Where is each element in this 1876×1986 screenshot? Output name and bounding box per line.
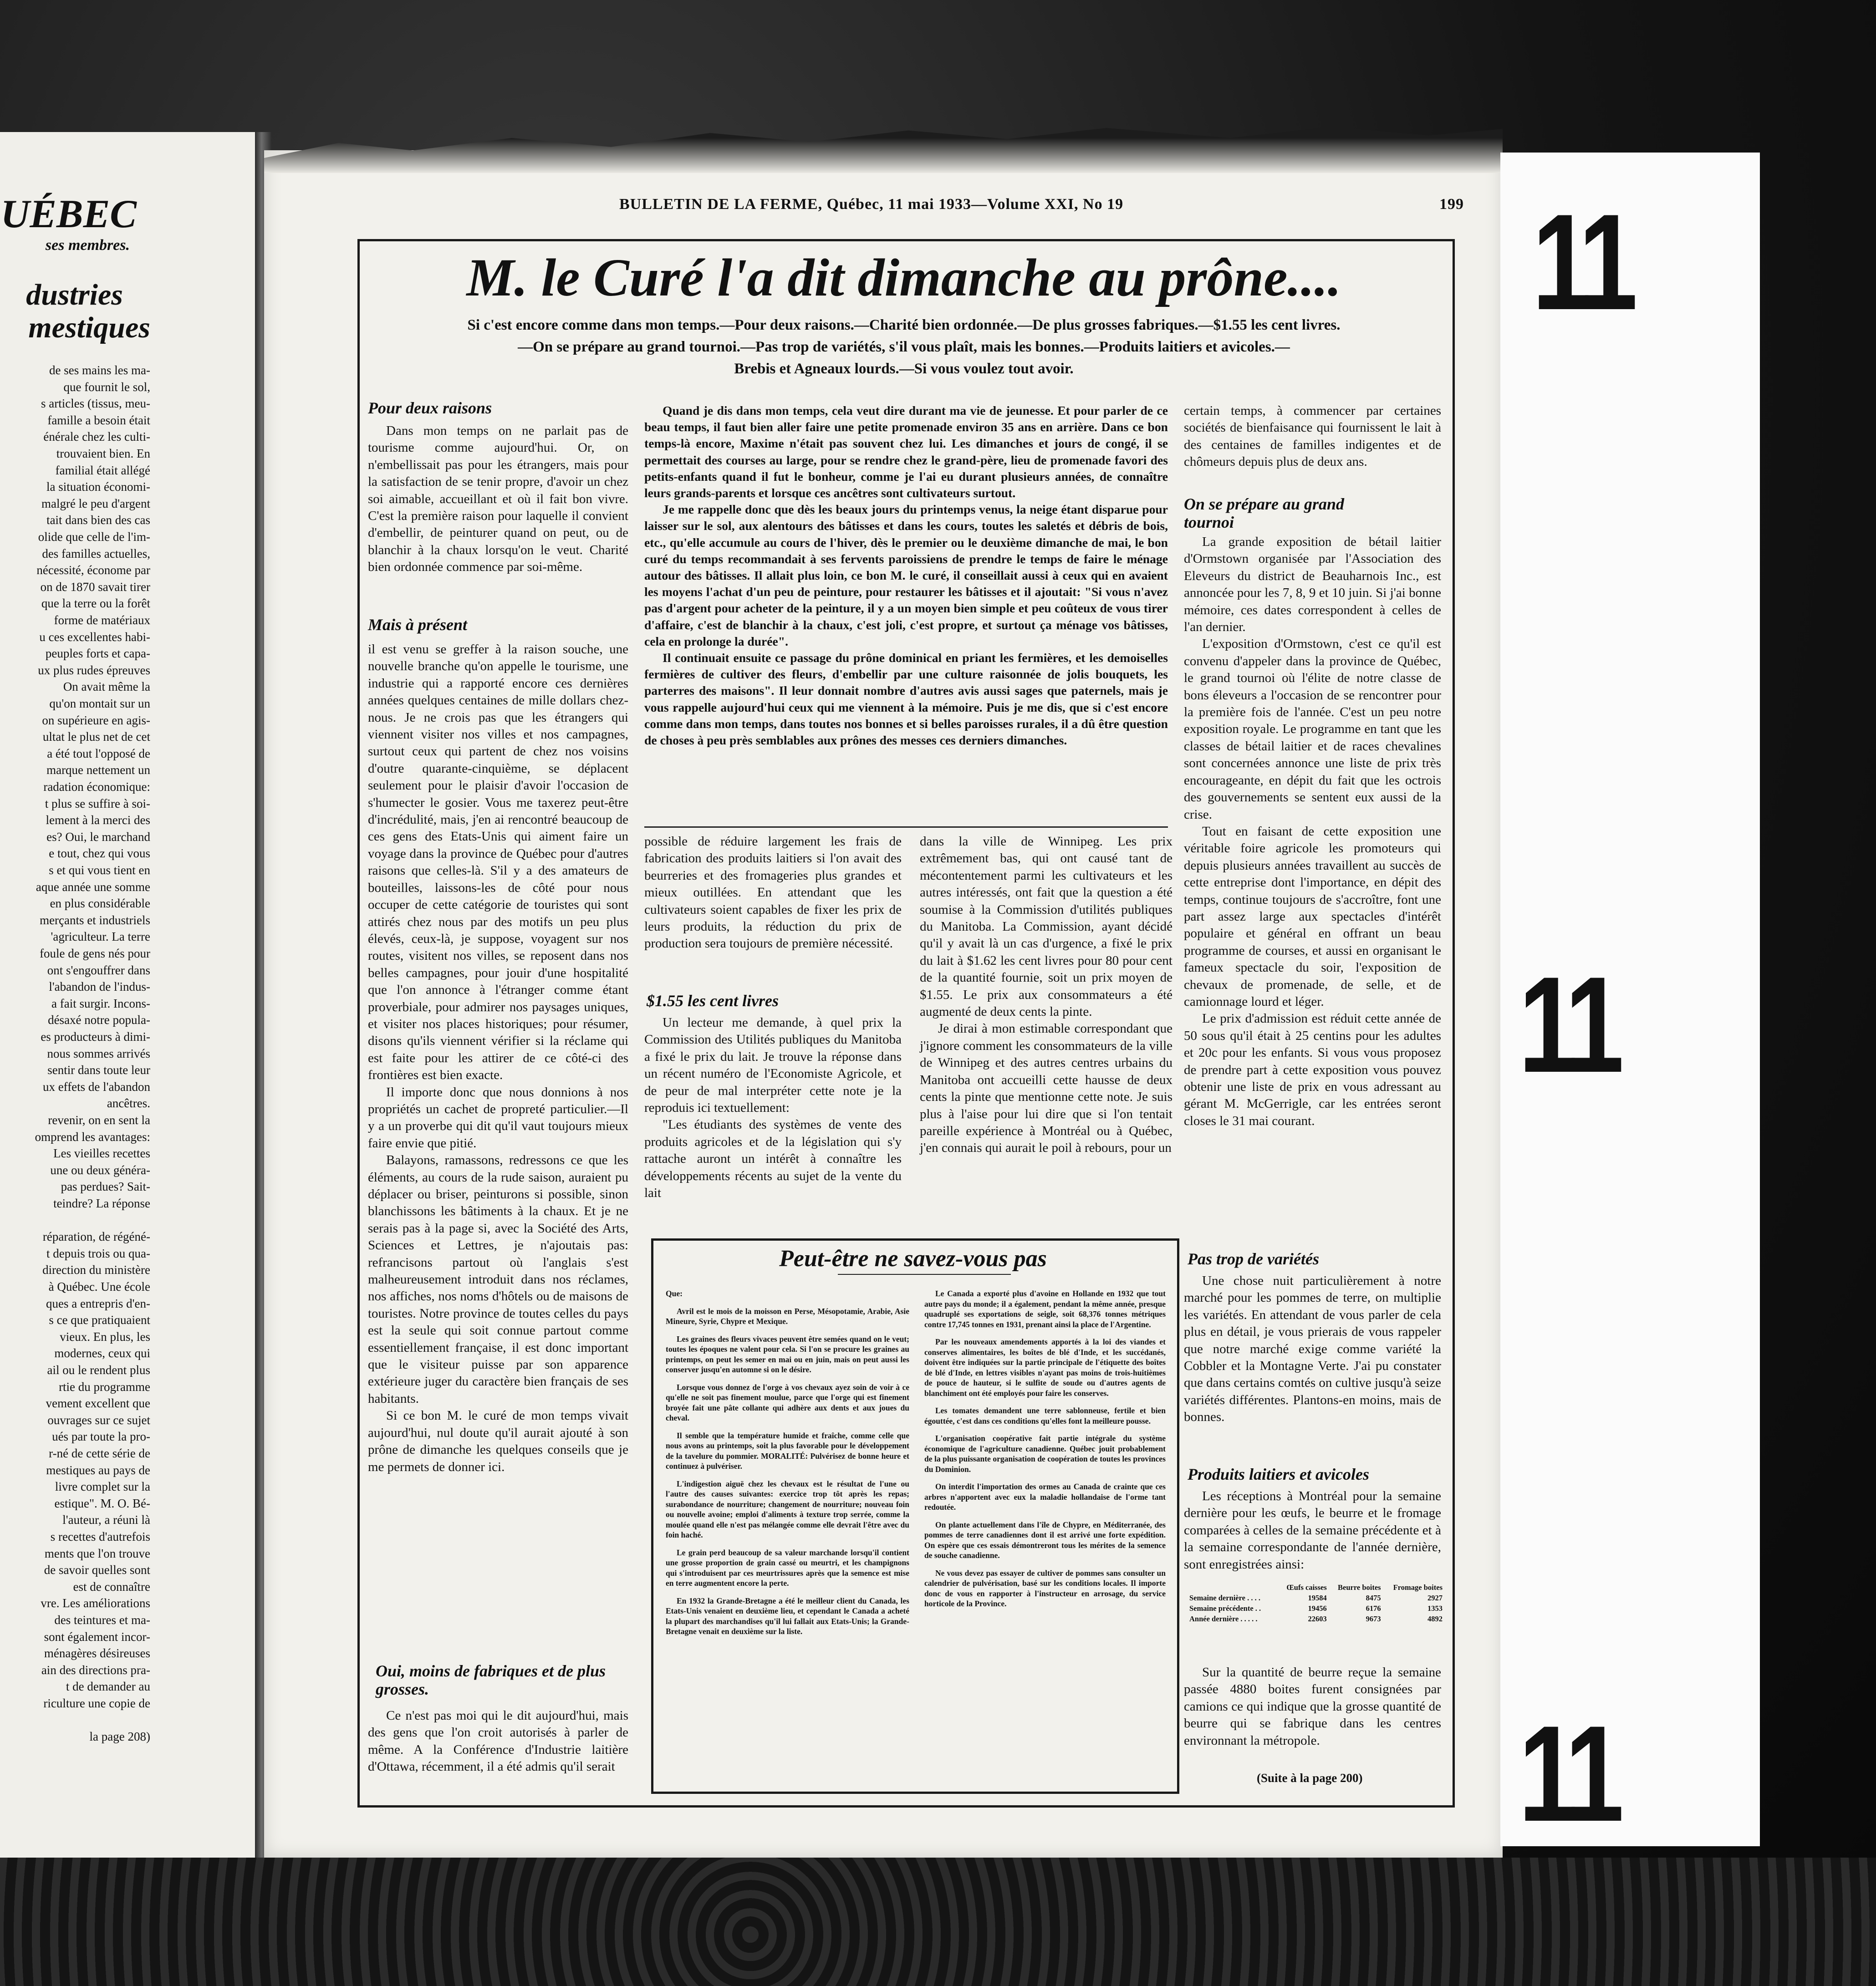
left-page-line: modernes, ceux qui bbox=[54, 1346, 150, 1360]
left-page-line: a fait surgir. Incons- bbox=[51, 996, 150, 1010]
left-page-line: riculture une copie de bbox=[43, 1696, 150, 1710]
heading-mais-a-present: Mais à présent bbox=[368, 616, 468, 634]
box-item: Par les nouveaux amendements apportés à la loi des viandes et conserves alimentaires, les boîtes de blé d'Inde, et les succédanés, doivent être indiquées sur la partie principale de l'étiquette des boîtes de blé d'Inde, en lettres visibles n'ayant pas moins de trois-huitièmes de pouce de hauteur, si le sulfite de soude ou d'autres agents de blanchiment ont été employés pour faire les conserves. bbox=[924, 1337, 1166, 1398]
col3-lower bbox=[920, 833, 1172, 1157]
left-page-line: ain des directions pra- bbox=[41, 1663, 150, 1677]
table-cell: 19456 bbox=[1308, 1604, 1327, 1613]
left-page-line: sentir dans toute leur bbox=[47, 1063, 150, 1077]
heading-pas-trop-de-varietes: Pas trop de variétés bbox=[1188, 1250, 1319, 1268]
box-item: On interdit l'importation des ormes au Canada de crainte que ces arbres n'apportent avec eux la maladie hollandaise de l'orme tant redoutée. bbox=[924, 1482, 1166, 1512]
box-item: L'organisation coopérative fait partie intégrale du système économique de l'agriculture canadienne. Québec jouit probablement de la plus puissante organisation de coopération de toutes les provinces du Dominion. bbox=[924, 1434, 1166, 1474]
col4-block-1 bbox=[1184, 402, 1441, 471]
left-page-line: ont s'engouffrer dans bbox=[47, 963, 150, 977]
left-page-line: peuples forts et capa- bbox=[45, 647, 150, 661]
table-cell: 8475 bbox=[1366, 1594, 1381, 1602]
box-title: Peut-être ne savez-vous pas bbox=[779, 1246, 1047, 1272]
left-page-line: que fournit le sol, bbox=[63, 380, 150, 394]
paragraph: Quand je dis dans mon temps, cela veut dire durant ma vie de jeunesse. Et pour parler de ce beau temps, il faut bien aller faire une petite promenade environ 35 ans en arrière. Dans ce bon temps-là encore, Maxime n'était pas souvent chez lui. Les dimanches et jours de congé, il se permettait des courses au large, pour se rendre chez le grand-père, lieu de promenade favori des petits-enfants quand il fut le bonheur, comme je l'ai eu durant plusieurs années, de connaître leurs grands-parents et lorsque ces ancêtres sont cultivateurs surtout. bbox=[644, 403, 1168, 500]
box-item: Le Canada a exporté plus d'avoine en Hollande en 1932 que tout autre pays du monde; il a également, pendant la même année, presque quadruplé ses exportations de seigle, soit 68,376 tonnes métriques contre 17,745 tonnes en 1931, prenant ainsi la place de l'Argentine. bbox=[924, 1289, 1166, 1329]
left-page-line: aque année une somme bbox=[36, 880, 150, 894]
box-item: Ne vous devez pas essayer de cultiver de pommes sans consulter un calendrier de pulvérisation, basé sur les conditions locales. Il importe donc de vous en rapporter à l'instructeur en arrosage, du service horticole de la Province. bbox=[924, 1568, 1166, 1608]
col4-block-4 bbox=[1184, 1488, 1441, 1573]
left-section-line-2: mestiques bbox=[28, 311, 150, 344]
table-cell: Année dernière . . . . . bbox=[1189, 1614, 1258, 1623]
left-page-line: la situation économi- bbox=[46, 480, 150, 494]
col2-intro-bold bbox=[644, 402, 1168, 749]
left-page-line: ments que l'on trouve bbox=[44, 1546, 150, 1560]
left-page-line: réparation, de régéné- bbox=[42, 1230, 150, 1244]
box-title-rule bbox=[838, 1274, 1011, 1275]
table-cell: 2927 bbox=[1427, 1594, 1443, 1602]
table-row bbox=[1188, 1614, 1443, 1624]
paragraph: Si ce bon M. le curé de mon temps vivait aujourd'hui, nul doute qu'il aurait ajouté à son prône de dimanche les quelques conseils que je me permets de donner ici. bbox=[368, 1408, 628, 1474]
left-page-line: t de demander au bbox=[66, 1680, 150, 1694]
left-page-line: On avait même la bbox=[63, 680, 150, 694]
page-number: 199 bbox=[1439, 196, 1464, 213]
article-title: M. le Curé l'a dit dimanche au prône.... bbox=[466, 248, 1341, 307]
left-page-line: a été tout l'opposé de bbox=[47, 746, 150, 760]
paragraph: "Les étudiants des systèmes de vente des produits agricoles et de la législation qui s'y rattache auront un intérêt à connaître les développements récents au sujet de la vente du lait bbox=[644, 1117, 902, 1201]
divider-rule bbox=[644, 826, 1168, 828]
box-left-column bbox=[666, 1288, 909, 1644]
left-page-line: estique". M. O. Bé- bbox=[54, 1496, 150, 1510]
table-header: Fromage boites bbox=[1393, 1583, 1443, 1592]
box-item: On plante actuellement dans l'île de Chypre, en Méditerranée, des pommes de terre canadiennes dont il est arrivé une forte expédition. On espère que ces essais démontreront tous les mérites de la semence de souche canadienne. bbox=[924, 1520, 1166, 1560]
left-page-line: en plus considérable bbox=[50, 896, 150, 911]
left-page-line: nécessité, économe par bbox=[36, 563, 150, 577]
col1-block-1 bbox=[368, 423, 628, 576]
table-header: Œufs caisses bbox=[1286, 1583, 1327, 1592]
left-page-line: vre. Les améliorations bbox=[41, 1596, 150, 1610]
left-page-line: l'abandon de l'indus- bbox=[49, 980, 150, 994]
left-page-line: on supérieure en agis- bbox=[42, 713, 150, 727]
scan-bottom-area bbox=[0, 1858, 1876, 1986]
table-row bbox=[1188, 1593, 1443, 1603]
left-page-line: est de connaître bbox=[73, 1579, 150, 1594]
left-masthead-sub: ses membres. bbox=[45, 237, 130, 254]
paragraph: Je me rappelle donc que dès les beaux jours du printemps venus, la neige étant disparue pour laisser sur le sol, aux alentours des bâtisses et dans les cours, toutes les saletés et débris de bois, etc., qu'elle accumule au cours de l'hiver, dès le premier ou le deuxième dimanche de mai, le bon curé du temps recommandait à ses fervents paroissiens de prendre le temps de faire le ménage autour des bâtisses. Il allait plus loin, ce bon M. le curé, il conseillait aussi à ceux qui en avaient les moyens l'achat d'un peu de peinture, pour restaurer les bâtisses et il ajoutait: "Si vous n'avez pas d'argent pour acheter de la peinture, il y a un moyen bien simple et peu coûteux de vous tirer d'affaire, c'est de blanchir à la chaux, c'est joli, c'est propre, et surtout ça ménage vos bâtisses, cela en prolonge la durée". bbox=[644, 502, 1168, 648]
left-masthead: UÉBEC bbox=[0, 192, 137, 236]
left-page-line: vement excellent que bbox=[46, 1396, 150, 1411]
left-page-line: ail ou le rendent plus bbox=[47, 1363, 150, 1377]
table-cell: 1353 bbox=[1427, 1604, 1443, 1613]
box-item: Que: bbox=[666, 1289, 683, 1298]
left-page-line: nous sommes arrivés bbox=[47, 1046, 150, 1060]
left-page-line: olide que celle de l'im- bbox=[38, 530, 150, 544]
left-page-line: s et qui vous tient en bbox=[49, 863, 150, 877]
box-item: Le grain perd beaucoup de sa valeur marchande lorsqu'il contient une grosse proportion de grain cassé ou meurtri, et les champignons qui s'introduisent par ces meurtrissures après que la semence est mise en terre augmentent encore la perte. bbox=[666, 1548, 909, 1588]
box-item: Il semble que la température humide et fraîche, comme celle que nous avons au printemps, soit la plus favorable pour le développement de la tavelure du pommier. MORALITÉ: Pulvérisez de bonne heure et continuez à pulvériser. bbox=[666, 1431, 909, 1471]
paragraph: Les réceptions à Montréal pour la semaine dernière pour les œufs, le beurre et le fromage comparées à celles de la semaine précédente et à la semaine correspondante de l'année dernière, sont enregistrées ainsi: bbox=[1184, 1489, 1441, 1572]
left-page-line: énérale chez les culti- bbox=[43, 430, 150, 444]
box-item: Les graines des fleurs vivaces peuvent être semées quand on le veut; toutes les époques ne valent pour cela. Si l'on se procure les graines au printemps, on peut les semer en mai ou en juin, mais on peut aussi les conserver jusqu'en automne si on le désire. bbox=[666, 1334, 909, 1374]
paragraph: certain temps, à commencer par certaines sociétés de bienfaisance qui fournissent le lait à des centaines de familles indigentes et de chômeurs depuis plus de deux ans. bbox=[1184, 403, 1441, 469]
left-page-line: ux effets de l'abandon bbox=[42, 1080, 150, 1094]
left-page-line: rtie du programme bbox=[59, 1380, 150, 1394]
col2-lower bbox=[644, 833, 902, 952]
left-page-line: des teintures et ma- bbox=[54, 1613, 150, 1627]
left-page-line: ultat le plus net de cet bbox=[42, 730, 150, 744]
left-page-line: ques a entrepris d'en- bbox=[46, 1296, 150, 1310]
box-item: L'indigestion aiguë chez les chevaux est le résultat de l'une ou l'autre des causes suivantes: exercice trop tôt après les repas; surabondance de nourriture; changement de nourriture; nouveau foin ou nouvelle avoine; emploi d'aliments à texture trop serrée, comme la moulée quand elle n'est pas mélangée comme elle devrait l'être avec du foin haché. bbox=[666, 1479, 909, 1539]
table-cell: Semaine dernière . . . . bbox=[1189, 1594, 1260, 1602]
receptions-table bbox=[1188, 1582, 1443, 1624]
paragraph: Le prix d'admission est réduit cette année de 50 sous qu'il était à 25 centins pour les adultes et 20c pour les enfants. Si vous vous proposez de prendre part à cette exposition vous pouvez obtenir une liste de prix en vous adressant au gérant M. McGerrigle, car les entrées seront closes le 31 mai courant. bbox=[1184, 1011, 1441, 1128]
left-page-line: marque nettement un bbox=[46, 763, 150, 777]
left-page-line: ux plus rudes épreuves bbox=[38, 663, 150, 677]
box-item: Avril est le mois de la moisson en Perse, Mésopotamie, Arabie, Asie Mineure, Syrie, Chypre et Mexique. bbox=[666, 1306, 909, 1326]
left-page-line: tait dans bien des cas bbox=[46, 513, 150, 527]
box-item: Les tomates demandent une terre sablonneuse, fertile et bien égouttée, c'est dans ces conditions qu'elles font la meilleure pousse. bbox=[924, 1406, 1166, 1426]
left-page-line: lement à la merci des bbox=[46, 813, 150, 827]
left-page-line: malgré le peu d'argent bbox=[41, 496, 150, 510]
paragraph: Il importe donc que nous donnions à nos propriétés un cachet de propreté particulier.—Il y a un proverbe qui dit qu'il vaut toujours mieux faire envie que pitié. bbox=[368, 1085, 628, 1151]
box-right-column bbox=[924, 1288, 1166, 1616]
table-cell: Semaine précédente . . bbox=[1189, 1604, 1261, 1613]
table-cell: 4892 bbox=[1427, 1614, 1443, 1623]
left-page-line: r-né de cette série de bbox=[49, 1446, 150, 1460]
paragraph: Ce n'est pas moi qui le dit aujourd'hui, mais des gens que l'on croit autorisés à parler de même. A la Conférence d'Industrie laitière d'Ottawa, récemment, il a été admis qu'il serait bbox=[368, 1708, 628, 1774]
left-page-line: l'auteur, a réuni là bbox=[62, 1513, 150, 1527]
left-page-line: u ces excellentes habi- bbox=[39, 630, 150, 644]
card-number-top: 11 bbox=[1532, 185, 1631, 338]
paragraph: Une chose nuit particulièrement à notre marché pour les pommes de terre, on multiplie les variétés. En attendant de vous parler de cela plus en détail, je vous prierais de vous rappeler que notre marché exige comme variété la Cobbler et la Montagne Verte. J'ai pu constater que dans certains comtés on cultive jusqu'à seize variétés différentes. Plantons-en moins, mais de bonnes. bbox=[1184, 1273, 1441, 1425]
left-page-line: vieux. En plus, les bbox=[60, 1329, 150, 1344]
paragraph: Je dirai à mon estimable correspondant que j'ignore comment les consommateurs de la ville de Winnipeg et des autres centres urbains du Manitoba ont accueilli cette hausse de deux cents la pinte que mentionne cette note. Je suis plus à l'aise pour lui dire que si l'on tentait pareille expérience à Montréal ou à Québec, j'en connais qui aurait le poil à rebours, pour un bbox=[920, 1021, 1172, 1156]
col4-block-2 bbox=[1184, 534, 1441, 1130]
continued-note: (Suite à la page 200) bbox=[1257, 1771, 1363, 1785]
card-number-bottom: 11 bbox=[1519, 1697, 1617, 1850]
left-page-line: teindre? La réponse bbox=[53, 1197, 150, 1210]
paragraph: Balayons, ramassons, redressons ce que les éléments, au cours de la rude saison, auraient pu déplacer ou briser, peinturons si possible, sinon blanchissons les bâtiments à la chaux. Et je ne serais pas à la page si, avec la Société des Arts, Sciences et Lettres, je n'ajoutais pas: refrancisons partout où l'anglais s'est malheureusement introduit dans nos réclames, nos affiches, nos noms d'hôtels ou de maisons de touristes. Notre province de toutes celles du pays est la seule qui soit connue partout comme essentiellement française, il est donc important que le visiteur puisse par son apparence extérieure juger du caractère bien français de ses habitants. bbox=[368, 1153, 628, 1406]
paragraph: Sur la quantité de beurre reçue la semaine passée 4880 boites furent consignées par camions ce qui indique que la grosse quantité de beurre qui se fabrique dans les centres environnant la métropole. bbox=[1184, 1665, 1441, 1748]
table-cell: 9673 bbox=[1366, 1614, 1381, 1623]
left-page-line: de ses mains les ma- bbox=[49, 363, 150, 377]
table-cell: 22603 bbox=[1308, 1614, 1327, 1623]
heading-moins-de-fabriques: Oui, moins de fabriques et de plus grosses. bbox=[376, 1662, 606, 1698]
left-page-line: omprend les avantages: bbox=[35, 1130, 150, 1144]
col4-block-5 bbox=[1184, 1664, 1441, 1749]
left-page-line: la page 208) bbox=[89, 1730, 150, 1744]
paragraph: Un lecteur me demande, à quel prix la Commission des Utilités publiques du Manitoba a fixé le prix du lait. Je trouve la réponse dans un récent numéro de l'Economiste Agricole, et de peur de mal interpréter cette note je la reproduis ici textuellement: bbox=[644, 1015, 902, 1115]
left-page-line: e tout, chez qui vous bbox=[49, 846, 150, 861]
left-page-line: s articles (tissus, meu- bbox=[41, 397, 150, 411]
left-page-line: direction du ministère bbox=[42, 1263, 150, 1277]
article-subtitle-line-3: Brebis et Agneaux lourds.—Si vous voulez tout avoir. bbox=[734, 361, 1074, 377]
left-page-line: ménagères désireuses bbox=[44, 1646, 150, 1660]
left-page-line: sont également incor- bbox=[44, 1630, 150, 1644]
left-page-line: revenir, on en sent la bbox=[48, 1113, 150, 1127]
table-header-row bbox=[1188, 1582, 1443, 1593]
paragraph: dans la ville de Winnipeg. Les prix extrêmement bas, qui ont causé tant de mécontentement parmi les cultivateurs et les autres intéressés, ont fait que la question a été soumise à la Commission d'utilités publiques du Manitoba. La Commission, ayant décidé qu'il y avait là un cas d'urgence, a fixé le prix du lait à $1.62 les cent livres pour 80 pour cent de la quantité fournie, soit un prix moyen de $1.55. Le prix aux consommateurs a été augmenté de deux cents la pinte. bbox=[920, 834, 1172, 1019]
left-page-fragment bbox=[0, 132, 255, 1858]
table-header bbox=[1188, 1582, 1277, 1593]
col1-block-3 bbox=[368, 1707, 628, 1776]
reference-card bbox=[1500, 153, 1760, 1850]
left-page-line: Les vieilles recettes bbox=[53, 1146, 150, 1161]
left-page-line: merçants et industriels bbox=[40, 913, 150, 927]
left-page-line: des familles actuelles, bbox=[42, 546, 150, 560]
left-page-line: t depuis trois ou qua- bbox=[46, 1246, 150, 1260]
paragraph: possible de réduire largement les frais de fabrication des produits laitiers si l'on avait des beurreries et des fromageries plus grandes et mieux outillées. En attendant que les cultivateurs soient capables de fixer les prix de leurs produits, la réduction du prix de production sera toujours de première nécessité. bbox=[644, 834, 902, 951]
heading-grand-tournoi: On se prépare au grand tournoi bbox=[1184, 495, 1345, 531]
paragraph: Tout en faisant de cette exposition une véritable foire agricole les promoteurs qui depuis plusieurs années travaillent au succès de cette entreprise dont l'importance, en dépit des temps, continue toujours de s'accroître, font une part assez large aux spectacles d'intérêt populaire et général en offrant un beau programme de courses, et aussi en organisant le fameux spectacle du soir, l'exposition de chevaux de promenade, de selle, et de camionnage lourd et léger. bbox=[1184, 824, 1441, 1009]
left-page-line: ancêtres. bbox=[107, 1096, 150, 1110]
article-subtitle-line-2: —On se prépare au grand tournoi.—Pas trop de variétés, s'il vous plaît, mais les bonnes.—Produits laitiers et avicoles.— bbox=[518, 339, 1290, 355]
col4-block-3 bbox=[1184, 1273, 1441, 1426]
left-page-line: livre complet sur la bbox=[55, 1480, 150, 1494]
left-page-line: famille a besoin était bbox=[47, 413, 150, 427]
box-item: Lorsque vous donnez de l'orge à vos chevaux ayez soin de voir à ce qu'elle ne soit pas finement moulue, parce que l'orge qui est finement broyée fait une pâte collante qui adhère aux dents et aux joues du cheval. bbox=[666, 1382, 909, 1422]
left-page-line: radation économique: bbox=[43, 780, 150, 794]
left-section-line-1: dustries bbox=[26, 278, 123, 311]
paragraph: L'exposition d'Ormstown, c'est ce qu'il est convenu d'appeler dans la province de Québec, le grand tournoi où l'élite de notre classe de bons éleveurs a l'occasion de se rencontrer pour la première fois de l'année. C'est un peu notre exposition royale. Le programme en tant que les classes de bétail laitier et de races chevalines sont concernées annonce une liste de prix très encourageante, en dépit du fait que les octrois des gouvernements se sentent eux aussi de la crise. bbox=[1184, 637, 1441, 822]
col2-lower-2 bbox=[644, 1014, 902, 1202]
left-page-line: ués par toute la pro- bbox=[52, 1430, 150, 1444]
left-page-line: forme de matériaux bbox=[54, 613, 150, 627]
left-page-line: mestiques au pays de bbox=[46, 1463, 150, 1477]
left-page-line: une ou deux généra- bbox=[50, 1163, 150, 1177]
left-page-line: qu'on montait sur un bbox=[49, 697, 150, 710]
paragraph: La grande exposition de bétail laitier d'Ormstown organisée par l'Association des Eleveurs du district de Beauharnois Inc., est annoncée pour les 7, 8, 9 et 10 juin. Si j'ai bonne mémoire, ces dates correspondent à celles de l'an dernier. bbox=[1184, 535, 1441, 635]
heading-pour-deux-raisons: Pour deux raisons bbox=[368, 399, 492, 417]
left-page-line: s recettes d'autrefois bbox=[50, 1530, 150, 1543]
table-cell: 6176 bbox=[1366, 1604, 1381, 1613]
left-page-line: de savoir quelles sont bbox=[44, 1563, 150, 1577]
left-page-line: pas perdues? Sait- bbox=[61, 1180, 150, 1194]
left-page-line: es? Oui, le marchand bbox=[46, 830, 150, 844]
heading-1-55-les-cent-livres: $1.55 les cent livres bbox=[647, 992, 779, 1010]
table-cell: 19584 bbox=[1308, 1594, 1327, 1602]
left-page-line: ouvrages sur ce sujet bbox=[47, 1413, 150, 1427]
table-row bbox=[1188, 1603, 1443, 1614]
heading-produits-laitiers: Produits laitiers et avicoles bbox=[1188, 1465, 1369, 1483]
paragraph: Il continuait ensuite ce passage du prône dominical en priant les fermières, et les demoiselles fermières de cultiver des fleurs, d'embellir par une culture raisonnée de jolis bouquets, les parterres des maisons". Il leur donnait nombre d'autres avis aussi sages que paternels, mais je vous rappelle aujourd'hui ceux qui me viennent à la mémoire. Puis je me dis, que si c'est encore comme dans mon temps, dans toutes nos bonnes et si belles paroisses rurales, il a dû être question de choses à peu près semblables aux prônes des messes ces derniers dimanches. bbox=[644, 651, 1168, 748]
left-page-line: familial était allégé bbox=[55, 463, 150, 477]
left-page-line: foule de gens nés pour bbox=[40, 947, 150, 960]
article-subtitle-line-1: Si c'est encore comme dans mon temps.—Pour deux raisons.—Charité bien ordonnée.—De plus grosses fabriques.—$1.55 les cent livres. bbox=[467, 317, 1341, 333]
left-page-line: es producteurs à dimi- bbox=[41, 1030, 150, 1044]
left-page-line: trouvaient bien. En bbox=[56, 447, 150, 460]
left-page-line: t plus se suffire à soi- bbox=[45, 796, 150, 810]
paragraph: Dans mon temps on ne parlait pas de tourisme comme aujourd'hui. Or, on n'embellissait pas pour les étrangers, mais pour la satisfaction de se tenir propre, d'avoir un chez soi aimable, accueillant et où il fait bon vivre. C'est la première raison pour laquelle il convient d'embellir, de peinturer quand on peut, ou de blanchir à la chaux lorsqu'on le veut. Charité bien ordonnée commence par soi-même. bbox=[368, 423, 628, 575]
left-page-line: désaxé notre popula- bbox=[48, 1013, 150, 1027]
left-page-line: on de 1870 savait tirer bbox=[40, 580, 150, 594]
paragraph: il est venu se greffer à la raison souche, une nouvelle branche qu'on appelle le tourisme, une industrie qui a rapporté encore ces dernières années quelques centaines de mille dollars chez-nous. Je ne crois pas que les étrangers qui viennent visiter nos villes et nos campagnes, surtout ceux qui partent de chez nos voisins d'outre quarante-cinquième, se déplacent seulement pour le plaisir d'avoir l'occasion de s'humecter le gosier. Vous me taxerez peut-être d'incrédulité, mais, j'en ai rencontré beaucoup de ces gens des Etats-Unis qui aiment faire un voyage dans la province de Québec pour d'autres raisons que celles-là. S'il y a des amateurs de bouteilles, laissons-les de côté pour nous occuper de cette catégorie de touristes qui sont attirés chez nous par des motifs un peu plus élevés, ceux-là, je suppose, voyagent sur nos routes, visitent nos villes, se reposent dans nos belles campagnes, pour jouir d'une hospitalité que l'on annonce à l'étranger comme étant proverbiale, pour admirer nos paysages uniques, et visiter nos places historiques; pour résumer, disons qu'ils viennent vérifier si la réclame qui est faite pour les attirer de ce côté-ci des frontières est bien exacte. bbox=[368, 642, 628, 1083]
running-header: BULLETIN DE LA FERME, Québec, 11 mai 1933—Volume XXI, No 19 bbox=[619, 196, 1124, 213]
col1-block-2 bbox=[368, 641, 628, 1476]
left-page-line: 'agriculteur. La terre bbox=[51, 930, 150, 944]
left-page-line: que la terre ou la forêt bbox=[41, 596, 150, 611]
card-number-middle: 11 bbox=[1519, 948, 1617, 1101]
left-page-line: à Québec. Une école bbox=[48, 1280, 150, 1293]
table-header: Beurre boites bbox=[1338, 1583, 1381, 1592]
left-page-line: s ce que pratiquaient bbox=[49, 1313, 150, 1327]
box-item: En 1932 la Grande-Bretagne a été le meilleur client du Canada, les Etats-Unis venaient en deuxième lieu, et cependant le Canada a acheté la plupart des marchandises qu'il lui fallait aux Etats-Unis; la Grande-Bretagne venait en deuxième sur la liste. bbox=[666, 1596, 909, 1636]
